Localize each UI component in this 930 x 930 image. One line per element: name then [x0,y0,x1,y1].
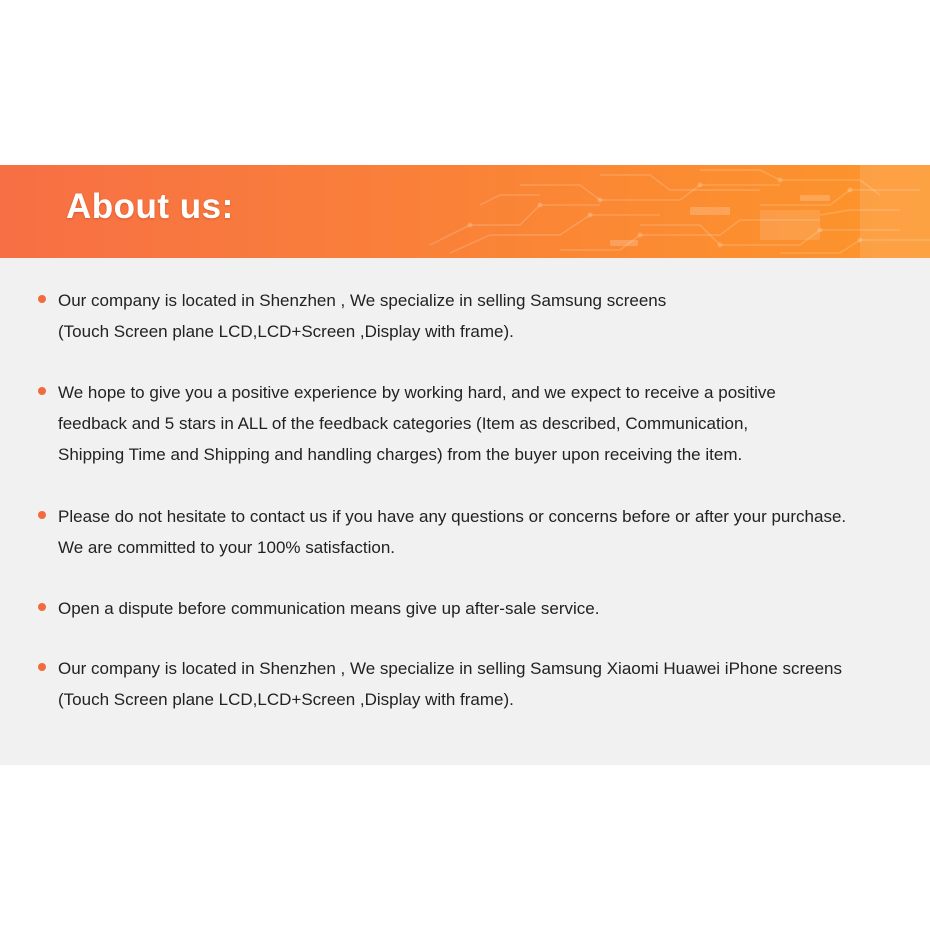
item-text-line: Our company is located in Shenzhen , We specialize in selling Samsung Xiaomi Huawei iPhone screens [58,659,842,678]
item-text-line: We are committed to your 100% satisfaction. [58,538,396,557]
bullet-dot-icon [38,387,46,395]
item-text-line: Please do not hesitate to contact us if you have any questions or concerns before or after your purchase. [58,507,847,526]
about-item [38,653,908,715]
bullet-dot-icon [38,663,46,671]
item-text-line: We hope to give you a positive experience by working hard, and we expect to receive a positive [58,383,776,402]
item-text-line: feedback and 5 stars in ALL of the feedback categories (Item as described, Communication, [58,414,749,433]
bullet-dot-icon [38,511,46,519]
item-text-line: Open a dispute before communication means give up after-sale service. [58,599,600,618]
about-item [38,377,908,470]
bullet-dot-icon [38,603,46,611]
item-text-line: (Touch Screen plane LCD,LCD+Screen ,Display with frame). [58,690,514,709]
about-item [38,593,908,624]
item-text-line: (Touch Screen plane LCD,LCD+Screen ,Display with frame). [58,322,514,341]
about-item [38,285,908,347]
item-text-line: Shipping Time and Shipping and handling charges) from the buyer upon receiving the item. [58,445,743,464]
bullet-dot-icon [38,295,46,303]
about-content [0,258,930,765]
item-text-line: Our company is located in Shenzhen , We specialize in selling Samsung screens [58,291,667,310]
about-banner [0,165,930,258]
banner-title: About us: [66,187,234,226]
about-item [38,501,908,563]
